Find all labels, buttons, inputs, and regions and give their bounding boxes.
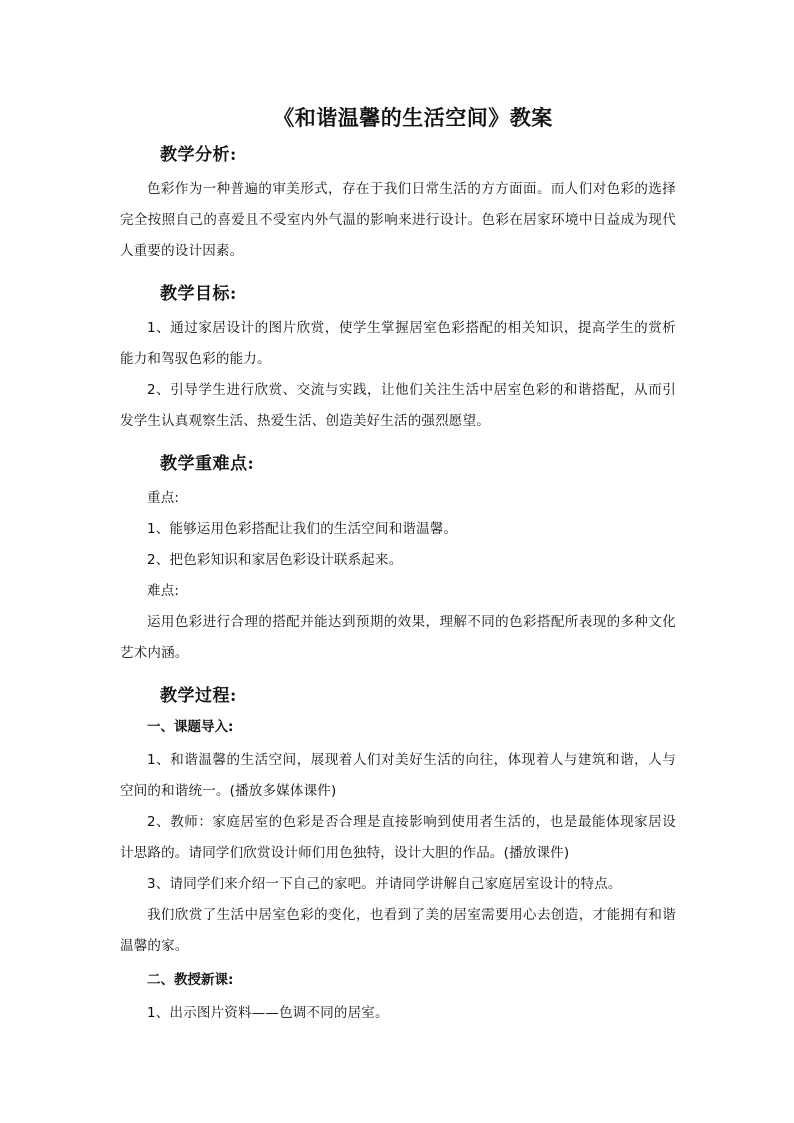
heading-new-lesson: 二、教授新课: (147, 972, 234, 988)
goal-item-1: 1、通过家居设计的图片欣赏，使学生掌握居室色彩搭配的相关知识，提高学生的赏析能力和驾驭色彩的能力。 (120, 320, 676, 367)
heading-analysis: 教学分析: (160, 145, 237, 165)
document-title: 《和谐温馨的生活空间》教案 (273, 105, 553, 130)
difficult-label: 难点: (147, 583, 180, 599)
key-label: 重点: (147, 490, 180, 506)
intro-summary: 我们欣赏了生活中居室色彩的变化，也看到了美的居室需要用心去创造，才能拥有和谐温馨的家。 (120, 907, 676, 954)
intro-item-3: 3、请同学们来介绍一下自己的家吧。并请同学讲解自己家庭居室设计的特点。 (147, 876, 622, 892)
heading-intro: 一、课题导入: (147, 719, 234, 735)
heading-goals: 教学目标: (160, 284, 237, 304)
heading-process: 教学过程: (160, 686, 237, 706)
difficult-text: 运用色彩进行合理的搭配并能达到预期的效果，理解不同的色彩搭配所表现的多种文化艺术内涵。 (120, 614, 676, 661)
intro-item-2: 2、教师：家庭居室的色彩是否合理是直接影响到使用者生活的，也是最能体现家居设计思路的。请同学们欣赏设计师们用色独特，设计大胆的作品。(播放课件) (120, 814, 676, 861)
key-item-1: 1、能够运用色彩搭配让我们的生活空间和谐温馨。 (147, 521, 458, 537)
goal-item-2: 2、引导学生进行欣赏、交流与实践，让他们关注生活中居室色彩的和谐搭配，从而引发学生认真观察生活、热爱生活、创造美好生活的强烈愿望。 (120, 382, 676, 429)
new-lesson-item-1: 1、出示图片资料——色调不同的居室。 (147, 1005, 389, 1021)
intro-item-1: 1、和谐温馨的生活空间，展现着人们对美好生活的向往，体现着人与建筑和谐，人与空间的和谐统一。(播放多媒体课件) (120, 752, 676, 799)
heading-key-points: 教学重难点: (160, 454, 255, 474)
key-item-2: 2、把色彩知识和家居色彩设计联系起来。 (147, 552, 403, 568)
document-body (120, 98, 676, 1029)
analysis-paragraph: 色彩作为一种普遍的审美形式，存在于我们日常生活的方方面面。而人们对色彩的选择完全按照自己的喜爱且不受室内外气温的影响来进行设计。色彩在居家环境中日益成为现代人重要的设计因素。 (120, 181, 676, 259)
